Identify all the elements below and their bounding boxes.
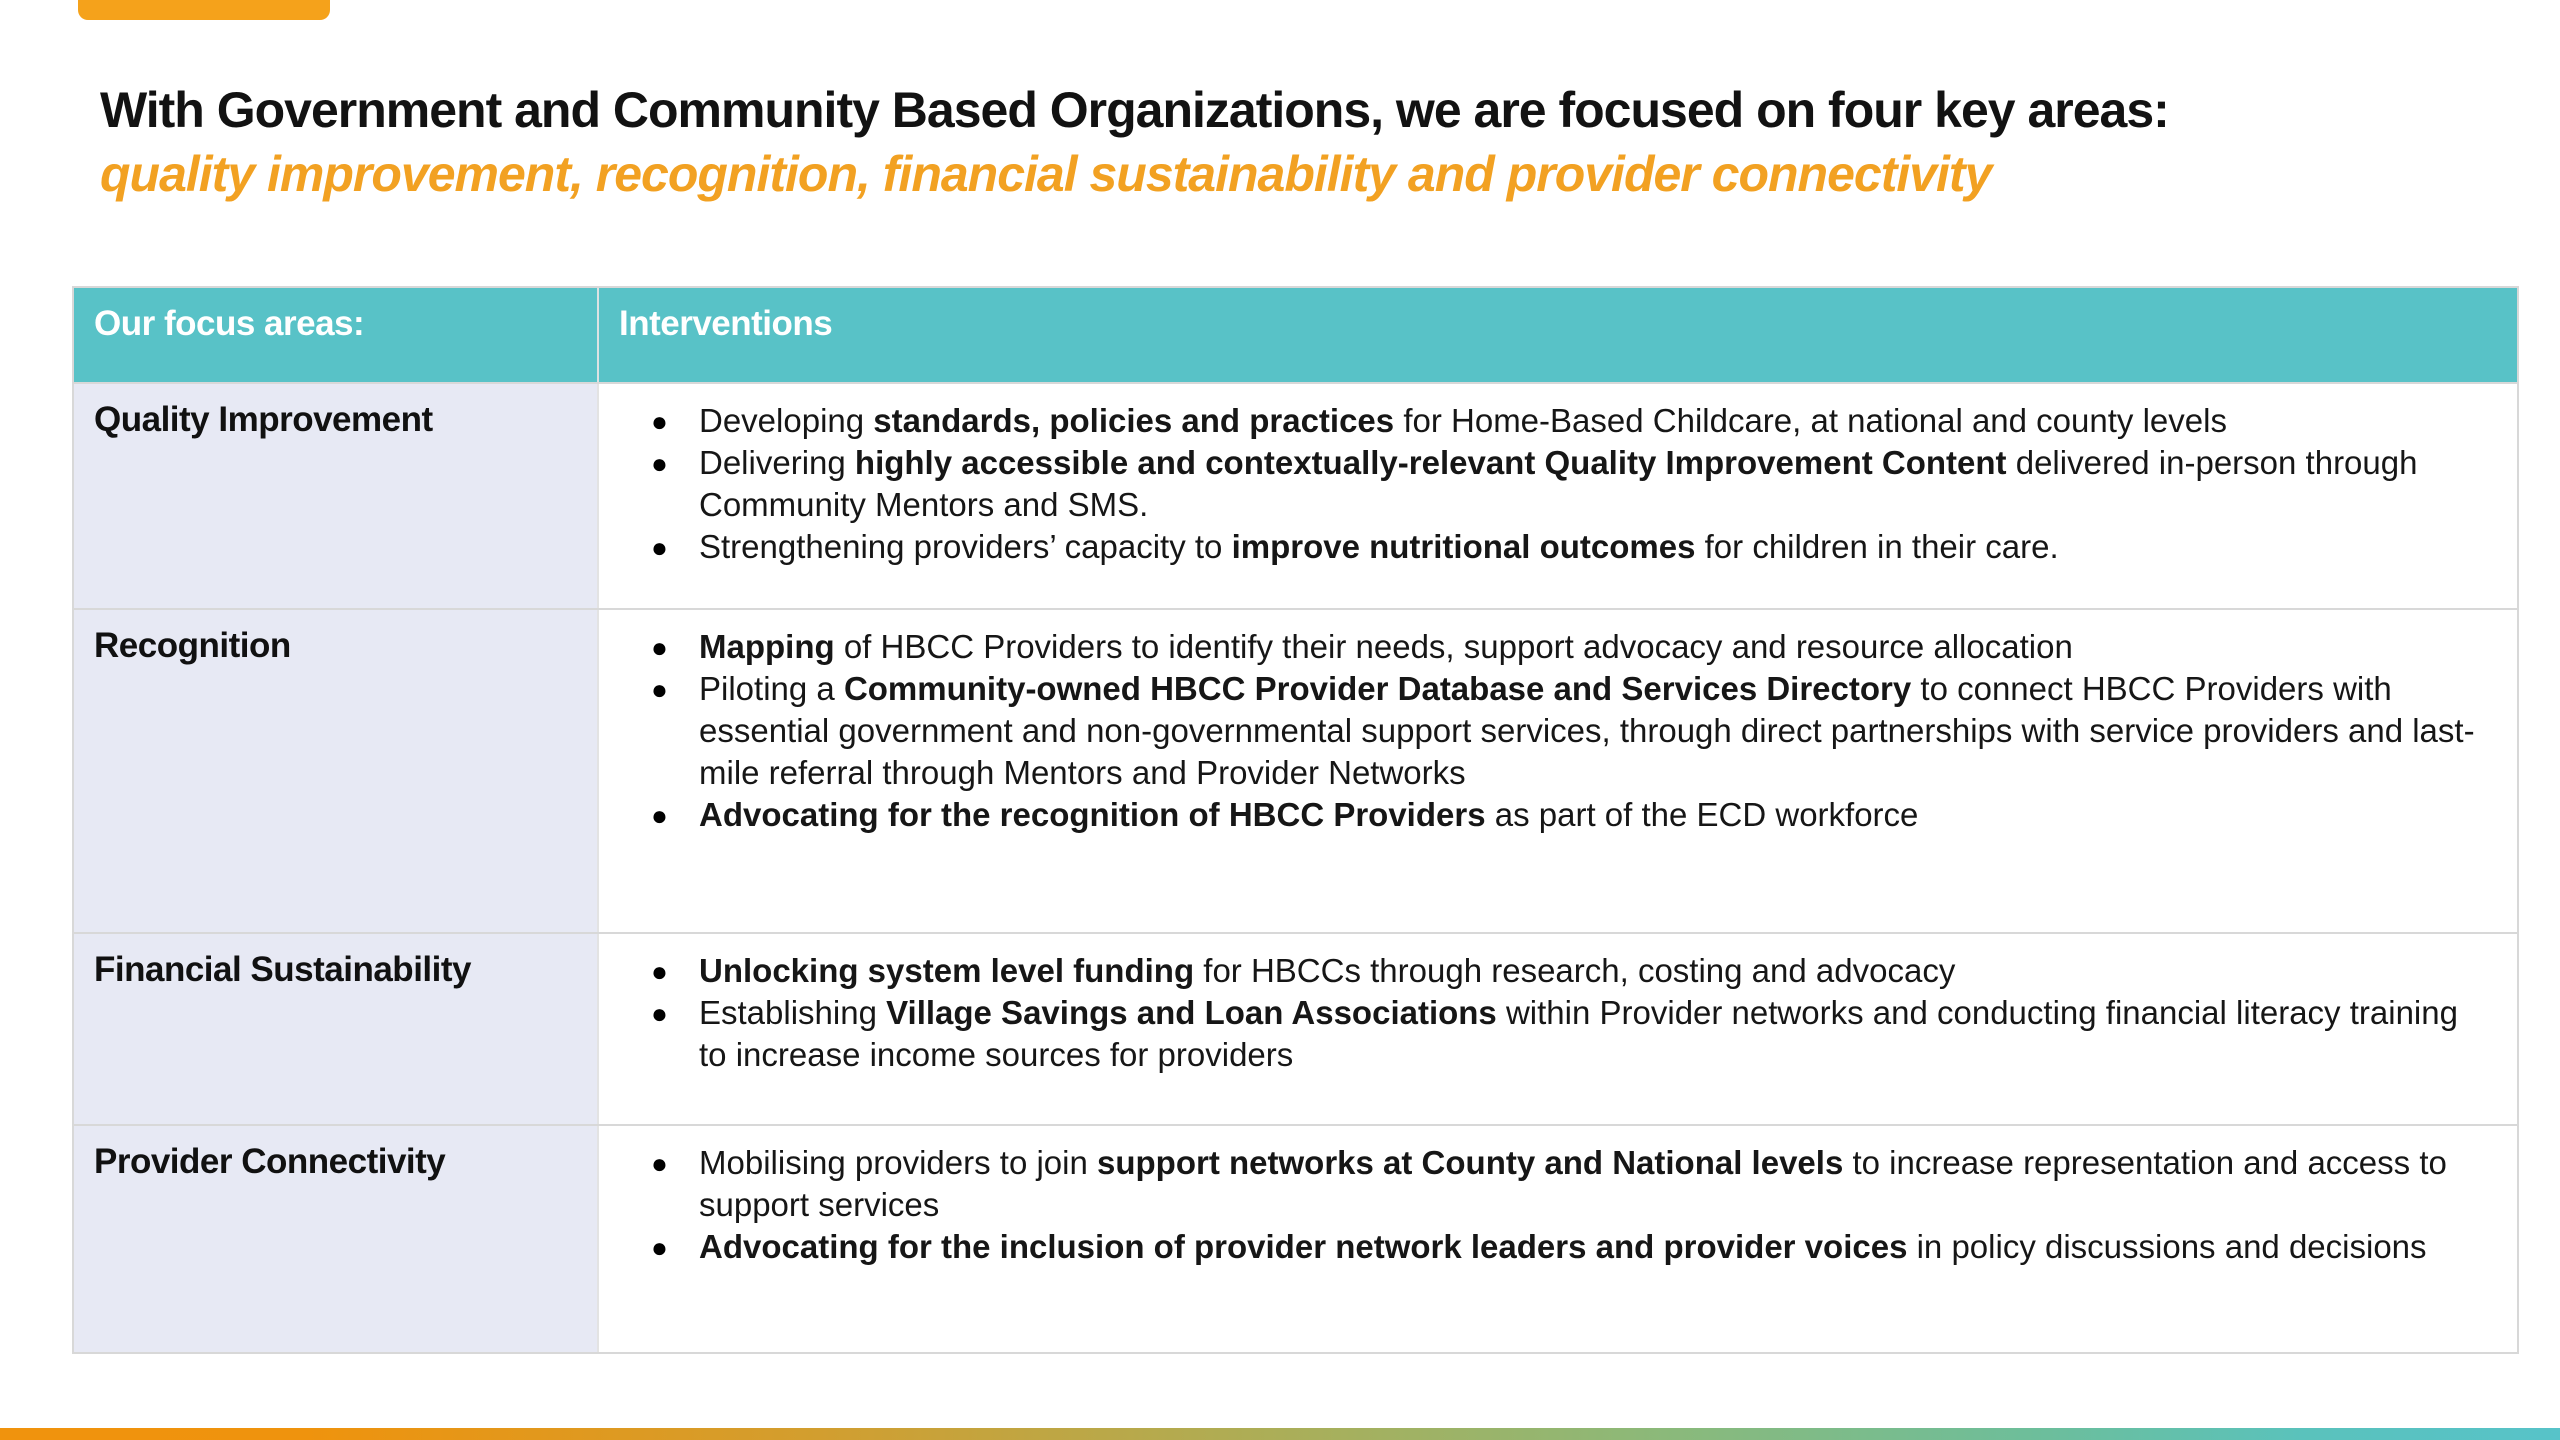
table-row: [74, 932, 2517, 1124]
interventions-cell: [597, 610, 2517, 932]
intervention-text: Delivering highly accessible and contextually-relevant Quality Improvement Content delivered in-person through Community Mentors and SMS.: [699, 444, 2418, 523]
bullet-icon: ●: [651, 532, 668, 563]
intervention-text: Advocating for the inclusion of provider network leaders and provider voices in policy discussions and decisions: [699, 1228, 2427, 1265]
intervention-item: [599, 992, 2487, 1076]
table-row: [74, 608, 2517, 932]
intervention-text: Unlocking system level funding for HBCCs through research, costing and advocacy: [699, 952, 1956, 989]
title-subtitle: quality improvement, recognition, financial sustainability and provider connectivity: [100, 146, 1992, 202]
focus-area-label: Recognition: [74, 610, 597, 932]
intervention-item: [599, 1142, 2487, 1226]
intervention-item: [599, 950, 2487, 992]
column-header-interventions: Interventions: [597, 288, 2517, 382]
bullet-icon: ●: [651, 956, 668, 987]
bullet-icon: ●: [651, 632, 668, 663]
intervention-text: Developing standards, policies and practices for Home-Based Childcare, at national and county levels: [699, 402, 2227, 439]
title-main: With Government and Community Based Organizations, we are focused on four key areas:: [100, 82, 2169, 138]
bullet-icon: ●: [651, 1232, 668, 1263]
bullet-icon: ●: [651, 998, 668, 1029]
focus-area-label: Provider Connectivity: [74, 1126, 597, 1352]
intervention-item: [599, 442, 2487, 526]
intervention-item: [599, 1226, 2487, 1268]
intervention-text: Mapping of HBCC Providers to identify their needs, support advocacy and resource allocation: [699, 628, 2073, 665]
intervention-item: [599, 668, 2487, 794]
intervention-item: [599, 400, 2487, 442]
intervention-item: [599, 794, 2487, 836]
intervention-text: Mobilising providers to join support networks at County and National levels to increase representation and access to support services: [699, 1144, 2447, 1223]
table-row: [74, 382, 2517, 608]
bullet-icon: ●: [651, 406, 668, 437]
focus-area-label: Financial Sustainability: [74, 934, 597, 1124]
intervention-text: Piloting a Community-owned HBCC Provider Database and Services Directory to connect HBCC Providers with essential government and non-governmental support services, through direct partnerships with service providers and last-mile referral through Mentors and Provider Networks: [699, 670, 2475, 791]
footer-gradient-bar: [0, 1428, 2560, 1440]
intervention-item: [599, 626, 2487, 668]
bullet-icon: ●: [651, 800, 668, 831]
focus-areas-table: [72, 286, 2519, 1354]
focus-area-label: Quality Improvement: [74, 384, 597, 608]
intervention-text: Advocating for the recognition of HBCC Providers as part of the ECD workforce: [699, 796, 1919, 833]
intervention-text: Strengthening providers’ capacity to improve nutritional outcomes for children in their care.: [699, 528, 2059, 565]
interventions-cell: [597, 1126, 2517, 1352]
intervention-text: Establishing Village Savings and Loan Associations within Provider networks and conducting financial literacy training to increase income sources for providers: [699, 994, 2458, 1073]
table-body: [74, 382, 2517, 1352]
accent-bar: [78, 0, 330, 20]
interventions-cell: [597, 384, 2517, 608]
interventions-cell: [597, 934, 2517, 1124]
column-header-focus-areas: Our focus areas:: [74, 288, 597, 382]
bullet-icon: ●: [651, 448, 668, 479]
intervention-item: [599, 526, 2487, 568]
bullet-icon: ●: [651, 1148, 668, 1179]
table-row: [74, 1124, 2517, 1352]
bullet-icon: ●: [651, 674, 668, 705]
table-header-row: [74, 288, 2517, 382]
page-title: [100, 78, 2520, 206]
